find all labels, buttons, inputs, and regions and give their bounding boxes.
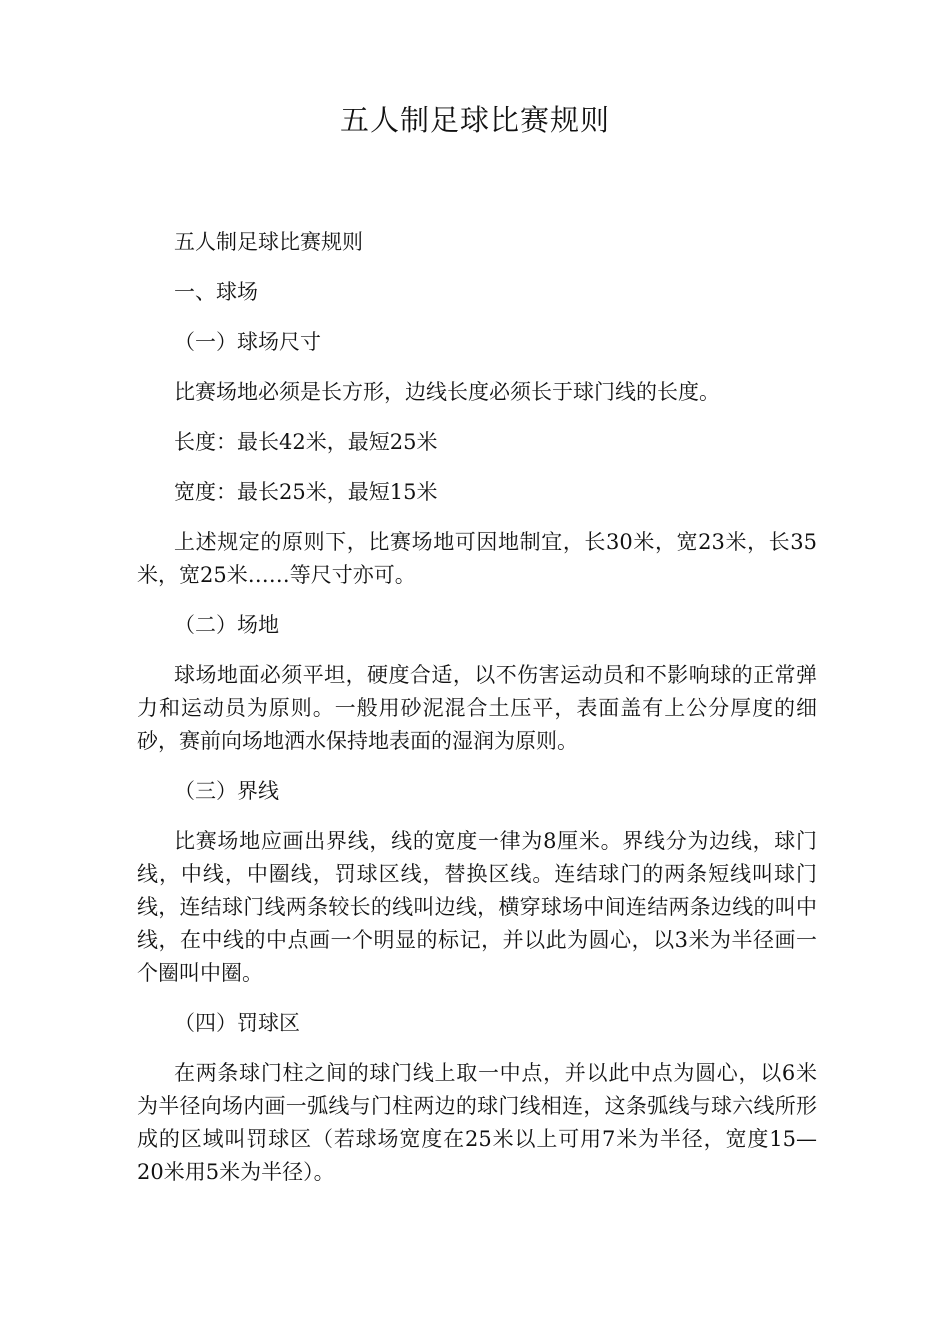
paragraph-penalty-area: 在两条球门柱之间的球门线上取一中点，并以此中点为圆心，以6米为半径向场内画一弧线与门柱两边的球门线相连，这条弧线与球六线所形成的区域叫罚球区（若球场宽度在25米以上可用7米为半径，宽度15—20米用5米为半径）。: [137, 1061, 817, 1184]
paragraph-ground-surface: 球场地面必须平坦，硬度合适，以不伤害运动员和不影响球的正常弹力和运动员为原则。一般用砂泥混合土压平，表面盖有上公分厚度的细砂，赛前向场地洒水保持地表面的湿润为原则。: [137, 663, 817, 753]
paragraph-length: 长度：最长42米，最短25米: [174, 430, 438, 454]
section-heading-field: 一、球场: [174, 280, 258, 304]
document-title: 五人制足球比赛规则: [339, 103, 610, 137]
subsection-heading-penalty-area: （四）罚球区: [174, 1011, 300, 1035]
subsection-heading-boundary-lines: （三）界线: [174, 779, 279, 803]
paragraph-field-shape: 比赛场地必须是长方形，边线长度必须长于球门线的长度。: [174, 380, 720, 404]
subsection-heading-ground: （二）场地: [174, 613, 279, 637]
paragraph-width: 宽度：最长25米，最短15米: [174, 480, 438, 504]
subsection-heading-dimensions: （一）球场尺寸: [174, 330, 321, 354]
body-heading: 五人制足球比赛规则: [174, 230, 363, 254]
paragraph-boundary-lines: 比赛场地应画出界线，线的宽度一律为8厘米。界线分为边线，球门线，中线，中圈线，罚球区线，替换区线。连结球门的两条短线叫球门线，连结球门线两条较长的线叫边线，横穿球场中间连结两条边线的叫中线，在中线的中点画一个明显的标记，并以此为圆心，以3米为半径画一个圈叫中圈。: [137, 829, 817, 985]
paragraph-flexible-size: 上述规定的原则下，比赛场地可因地制宜，长30米，宽23米，长35米，宽25米……等尺寸亦可。: [137, 530, 817, 587]
document-body: [137, 226, 817, 1206]
